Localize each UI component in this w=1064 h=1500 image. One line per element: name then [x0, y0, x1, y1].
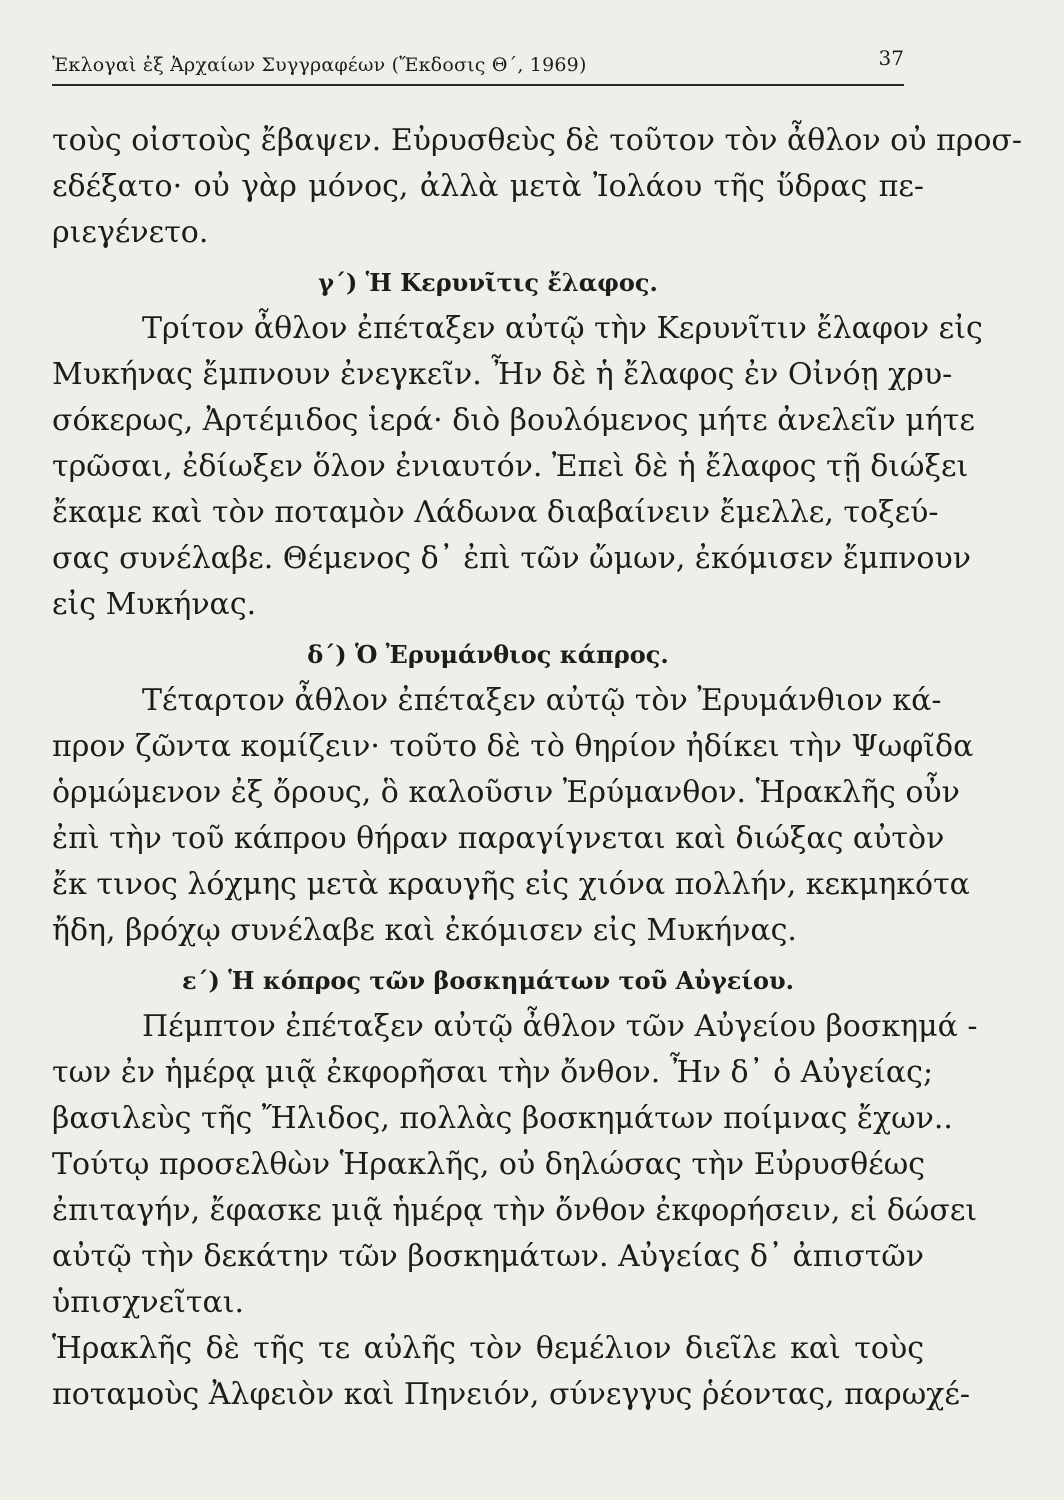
text-line: βασιλεὺς τῆς Ἤλιδος, πολλὰς βοσκημάτων ποίμνας ἔχων.. — [52, 1101, 953, 1136]
text-line: τρῶσαι, ἐδίωξεν ὅλον ἐνιαυτόν. Ἐπεὶ δὲ ἡ ἔλαφος τῇ διώξει — [52, 449, 969, 484]
text-line: σας συνέλαβε. Θέμενος δ᾽ ἐπὶ τῶν ὤμων, ἐκόμισεν ἔμπνουν — [52, 541, 971, 576]
text-line: ἐπιταγήν, ἔφασκε μιᾷ ἡμέρᾳ τὴν ὄνθον ἐκφορήσειν, εἰ δώσει — [52, 1193, 978, 1228]
text-line: αὐτῷ τὴν δεκάτην τῶν βοσκημάτων. Αὐγείας δ᾽ ἀπιστῶν — [52, 1239, 924, 1274]
text-body — [52, 118, 1023, 1418]
text-line: ριεγένετο. — [52, 215, 209, 250]
text-line: Τούτῳ προσελθὼν Ἡρακλῆς, οὐ δηλώσας τὴν Εὐρυσθέως — [52, 1147, 926, 1182]
running-head — [52, 42, 904, 86]
text-line: ποταμοὺς Ἀλφειὸν καὶ Πηνειόν, σύνεγγυς ῥέοντας, παρωχέ- — [52, 1377, 971, 1412]
text-line: Ἡρακλῆς δὲ τῆς τε αὐλῆς τὸν θεμέλιον διεῖλε καὶ τοὺς — [52, 1331, 924, 1366]
text-line: προν ζῶντα κομίζειν· τοῦτο δὲ τὸ θηρίον ἠδίκει τὴν Ψωφῖδα — [52, 729, 974, 764]
text-line: εδέξατο· οὐ γὰρ μόνος, ἀλλὰ μετὰ Ἰολάου τῆς ὕδρας πε- — [52, 169, 924, 204]
section-heading: δ΄) Ὁ Ἐρυμάνθιος κάπρος. — [307, 640, 669, 669]
text-line: τοὺς οἰστοὺς ἔβαψεν. Εὐρυσθεὺς δὲ τοῦτον τὸν ἆθλον οὐ προσ- — [52, 123, 1023, 158]
text-line: ἔκαμε καὶ τὸν ποταμὸν Λάδωνα διαβαίνειν ἔμελλε, τοξεύ- — [52, 495, 939, 530]
text-line: εἰς Μυκήνας. — [52, 587, 257, 622]
text-line: Τέταρτον ἆθλον ἐπέταξεν αὐτῷ τὸν Ἐρυμάνθιον κά- — [142, 683, 942, 718]
page-number: 37 — [878, 46, 904, 70]
text-line: ὁρμώμενον ἐξ ὄρους, ὃ καλοῦσιν Ἐρύμανθον. Ἡρακλῆς οὖν — [52, 775, 960, 810]
text-line: Πέμπτον ἐπέταξεν αὐτῷ ἆθλον τῶν Αὐγείου βοσκημά - — [142, 1009, 978, 1044]
text-line: ἐπὶ τὴν τοῦ κάπρου θήραν παραγίγνεται καὶ διώξας αὐτὸν — [52, 821, 945, 856]
text-line: ἤδη, βρόχῳ συνέλαβε καὶ ἐκόμισεν εἰς Μυκήνας. — [52, 913, 797, 948]
text-line: Μυκήνας ἔμπνουν ἐνεγκεῖν. Ἦν δὲ ἡ ἔλαφος ἐν Οἰνόῃ χρυ- — [52, 357, 953, 392]
text-line: των ἐν ἡμέρᾳ μιᾷ ἐκφορῆσαι τὴν ὄνθον. Ἦν δ᾽ ὁ Αὐγείας; — [52, 1055, 934, 1090]
text-line: σόκερως, Ἀρτέμιδος ἱερά· διὸ βουλόμενος μήτε ἀνελεῖν μήτε — [52, 403, 975, 438]
text-line: ὑπισχνεῖται. — [52, 1285, 245, 1320]
section-heading: ε΄) Ἡ κόπρος τῶν βοσκημάτων τοῦ Αὐγείου. — [181, 966, 795, 995]
section-heading: γ΄) Ἡ Κερυνῖτις ἔλαφος. — [318, 268, 658, 297]
running-title: Ἐκλογαὶ ἐξ Ἀρχαίων Συγγραφέων (Ἔκδοσις Θ΄, 1969) — [52, 54, 587, 76]
text-line: ἔκ τινος λόχμης μετὰ κραυγῆς εἰς χιόνα πολλήν, κεκμηκότα — [52, 867, 970, 902]
text-line: Τρίτον ἆθλον ἐπέταξεν αὐτῷ τὴν Κερυνῖτιν ἔλαφον εἰς — [142, 311, 983, 346]
